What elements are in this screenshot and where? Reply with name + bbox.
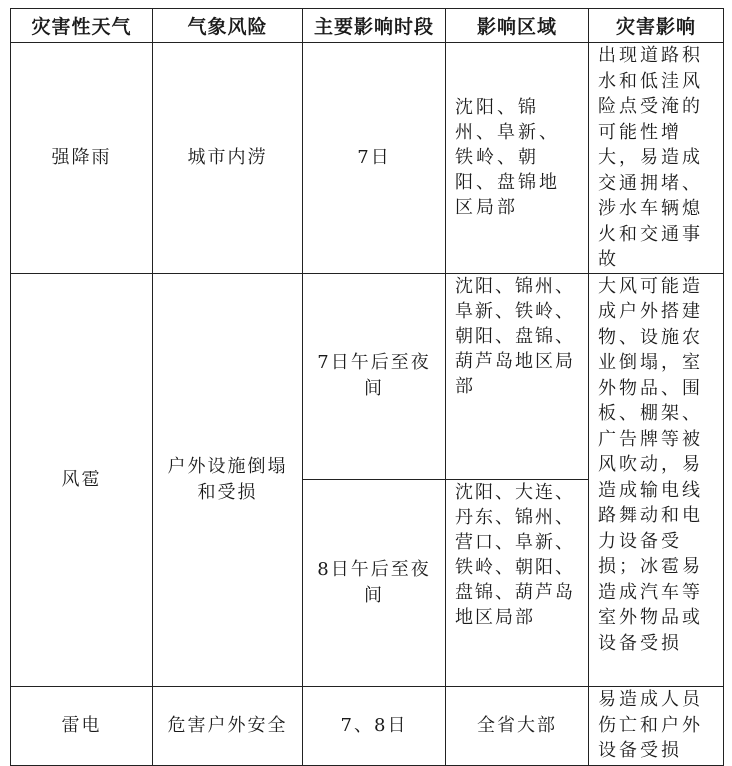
period-cell: 7、8日 xyxy=(303,686,446,765)
table-row xyxy=(11,273,724,479)
header-risk: 气象风险 xyxy=(153,9,303,43)
region-cell: 沈阳、大连、丹东、锦州、营口、阜新、铁岭、朝阳、盘锦、葫芦岛地区局部 xyxy=(446,479,589,686)
table-row xyxy=(11,43,724,274)
header-weather: 灾害性天气 xyxy=(11,9,153,43)
table-row xyxy=(11,686,724,765)
region-cell: 沈阳、锦州、阜新、铁岭、朝阳、盘锦地区局部 xyxy=(446,43,589,274)
risk-cell: 城市内涝 xyxy=(153,43,303,274)
impact-cell: 大风可能造成户外搭建物、设施农业倒塌，室外物品、围板、棚架、广告牌等被风吹动，易造成输电线路舞动和电力设备受损；冰雹易造成汽车等室外物品或设备受损 xyxy=(589,273,724,686)
period-cell: 8日午后至夜间 xyxy=(303,479,446,686)
header-row xyxy=(11,9,724,43)
risk-cell: 危害户外安全 xyxy=(153,686,303,765)
risk-cell: 户外设施倒塌和受损 xyxy=(153,273,303,686)
header-region: 影响区域 xyxy=(446,9,589,43)
weather-cell: 风雹 xyxy=(11,273,153,686)
region-cell: 全省大部 xyxy=(446,686,589,765)
period-cell: 7日 xyxy=(303,43,446,274)
header-period: 主要影响时段 xyxy=(303,9,446,43)
period-cell: 7日午后至夜间 xyxy=(303,273,446,479)
weather-cell: 强降雨 xyxy=(11,43,153,274)
impact-cell: 出现道路积水和低洼风险点受淹的可能性增大，易造成交通拥堵、涉水车辆熄火和交通事故 xyxy=(589,43,724,274)
weather-cell: 雷电 xyxy=(11,686,153,765)
header-impact: 灾害影响 xyxy=(589,9,724,43)
impact-cell: 易造成人员伤亡和户外设备受损 xyxy=(589,686,724,765)
hazard-weather-table xyxy=(10,8,724,766)
region-cell: 沈阳、锦州、阜新、铁岭、朝阳、盘锦、葫芦岛地区局部 xyxy=(446,273,589,479)
